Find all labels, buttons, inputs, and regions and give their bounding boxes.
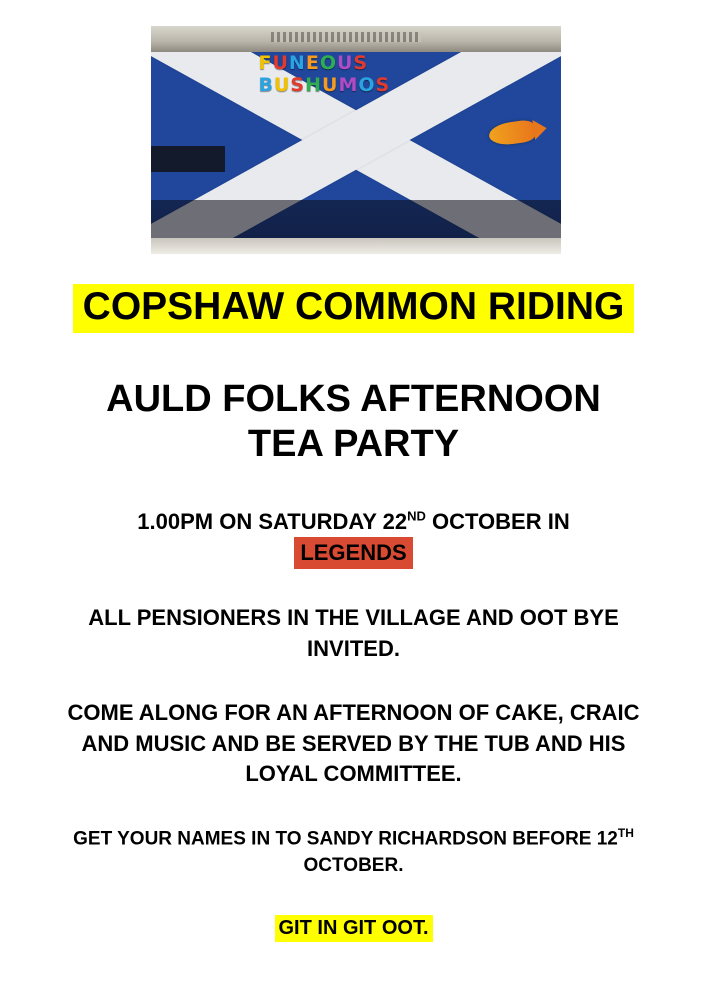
photo-left-sign	[151, 146, 225, 172]
event-venue-row	[137, 537, 569, 570]
event-title-highlight	[73, 284, 635, 333]
saltire-flag-photo	[151, 26, 561, 254]
rsvp-ordinal: TH	[617, 826, 634, 841]
photo-top-strip	[151, 26, 561, 52]
rsvp-prefix: GET YOUR NAMES IN TO SANDY RICHARDSON BEFORE 12	[73, 828, 618, 850]
event-subtitle-line1: AULD FOLKS AFTERNOON	[106, 378, 601, 421]
flag-letter-art: FUNEOUS BUSHUMOS	[258, 52, 391, 96]
footer-slogan-block	[275, 917, 433, 940]
invite-paragraph: ALL PENSIONERS IN THE VILLAGE AND OOT BYE INVITED.	[88, 605, 619, 661]
event-datetime-prefix: 1.00PM ON SATURDAY 22	[137, 509, 408, 535]
event-datetime-suffix: OCTOBER IN	[425, 509, 570, 535]
description-paragraph: COME ALONG FOR AN AFTERNOON OF CAKE, CRAIC AND MUSIC AND BE SERVED BY THE TUB AND HIS LOYAL COMMITTEE.	[67, 700, 640, 786]
event-venue: LEGENDS	[294, 537, 412, 570]
event-date-ordinal: ND	[407, 508, 426, 524]
photo-bottom-edge	[151, 238, 561, 254]
footer-slogan: GIT IN GIT OOT.	[275, 915, 433, 942]
event-datetime-line	[137, 507, 569, 537]
rsvp-paragraph	[34, 825, 674, 879]
event-subtitle	[106, 377, 601, 467]
photo-dark-band	[151, 200, 561, 238]
rsvp-suffix: OCTOBER.	[303, 854, 404, 876]
event-datetime-block	[137, 507, 569, 569]
event-title: COPSHAW COMMON RIDING	[82, 285, 625, 329]
event-subtitle-line2: TEA PARTY	[247, 423, 460, 466]
